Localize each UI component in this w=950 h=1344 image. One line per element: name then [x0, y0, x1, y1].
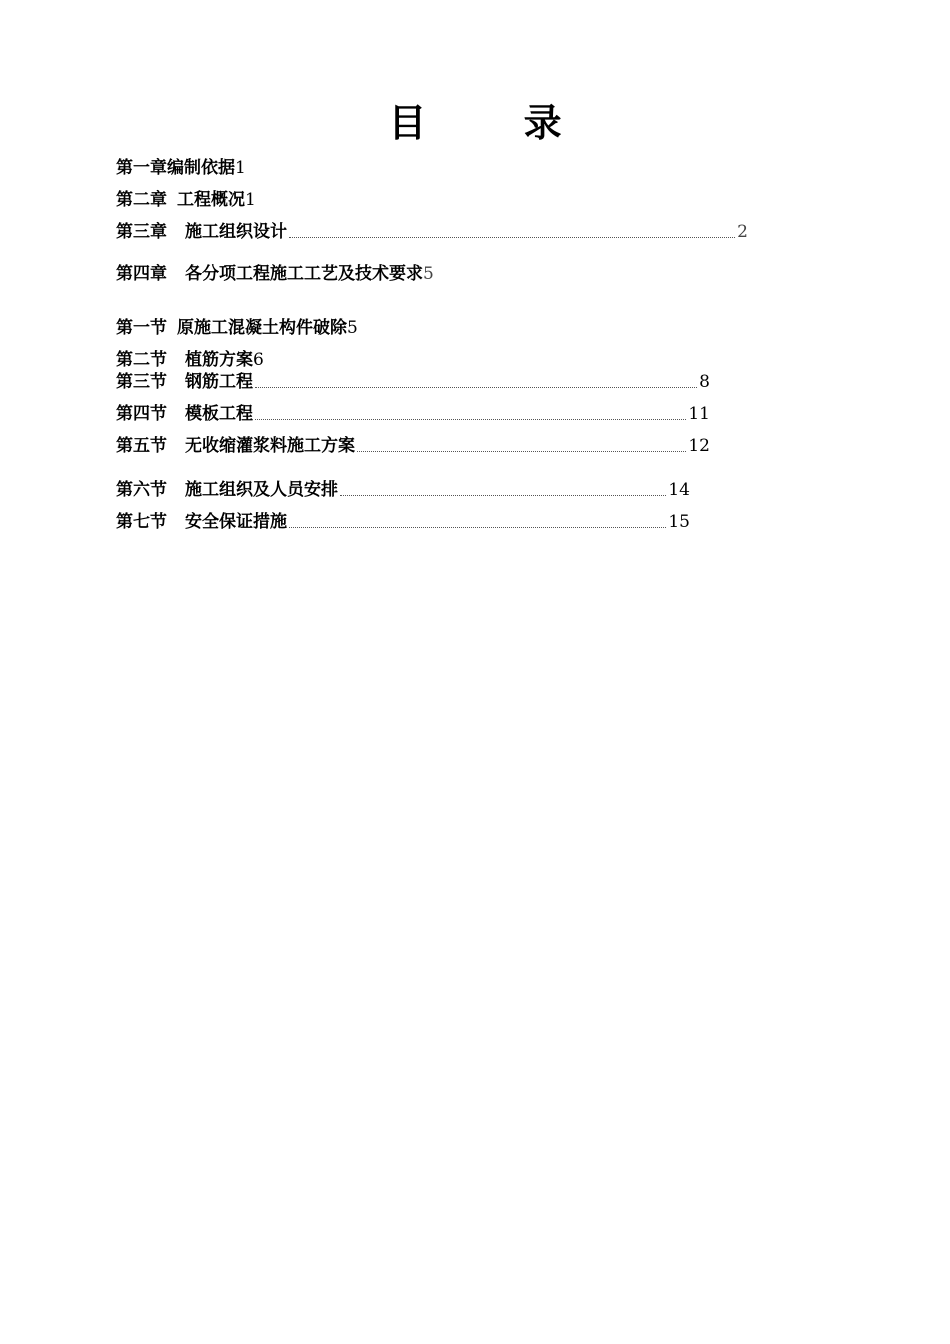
toc-entry-chapter-1[interactable]: [116, 152, 246, 178]
toc-entry-title: 钢筋工程: [185, 372, 253, 392]
toc-entry-number: 第三节: [116, 372, 167, 392]
toc-entry-number: 第四章: [116, 264, 167, 284]
toc-entry-number: 第一节: [116, 318, 167, 338]
toc-leader-dots: [289, 236, 735, 238]
toc-entry-title: 编制依据: [167, 158, 235, 178]
toc-entry-title: 无收缩灌浆料施工方案: [185, 436, 355, 456]
toc-entry-chapter-2[interactable]: [116, 184, 256, 210]
toc-entry-page: 12: [688, 436, 710, 456]
toc-entry-number: 第六节: [116, 480, 167, 500]
toc-entry-number: 第七节: [116, 512, 167, 532]
toc-entry-title: 植筋方案: [185, 350, 253, 370]
toc-entry-number: 第五节: [116, 436, 167, 456]
toc-entry-section-3[interactable]: [116, 366, 710, 392]
toc-entry-title: 工程概况: [177, 190, 245, 210]
toc-leader-dots: [255, 386, 697, 388]
toc-entry-page: 6: [253, 350, 264, 370]
toc-entry-title: 安全保证措施: [185, 512, 287, 532]
toc-entry-page: 1: [245, 190, 256, 210]
toc-entry-number: 第二节: [116, 350, 167, 370]
toc-entry-number: 第三章: [116, 222, 167, 242]
toc-entry-page: 15: [668, 512, 690, 532]
toc-entry-section-5[interactable]: [116, 430, 710, 456]
toc-entry-title: 各分项工程施工工艺及技术要求: [185, 264, 423, 284]
toc-entry-title: 模板工程: [185, 404, 253, 424]
toc-entry-page: 14: [668, 480, 690, 500]
toc-entry-page: 1: [235, 158, 246, 178]
toc-entry-page: 11: [688, 404, 710, 424]
toc-entry-section-6[interactable]: [116, 474, 690, 500]
toc-entry-section-7[interactable]: [116, 506, 690, 532]
toc-entry-chapter-3[interactable]: [116, 216, 748, 242]
toc-entry-chapter-4[interactable]: [116, 258, 434, 284]
toc-entry-title: 原施工混凝土构件破除: [177, 318, 347, 338]
toc-entry-section-4[interactable]: [116, 398, 710, 424]
toc-leader-dots: [289, 526, 666, 528]
toc-leader-dots: [255, 418, 686, 420]
toc-entry-section-1[interactable]: [116, 312, 358, 338]
toc-leader-dots: [340, 494, 666, 496]
page-title: 目 录: [388, 101, 604, 145]
toc-leader-dots: [357, 450, 686, 452]
toc-entry-number: 第二章: [116, 190, 167, 210]
toc-entry-page: 5: [347, 318, 358, 338]
toc-entry-page: 5: [423, 264, 434, 284]
toc-entry-title: 施工组织设计: [185, 222, 287, 242]
toc-entry-number: 第四节: [116, 404, 167, 424]
toc-entry-page: 2: [737, 222, 748, 242]
toc-entry-number: 第一章: [116, 158, 167, 178]
toc-entry-title: 施工组织及人员安排: [185, 480, 338, 500]
toc-entry-page: 8: [699, 372, 710, 392]
